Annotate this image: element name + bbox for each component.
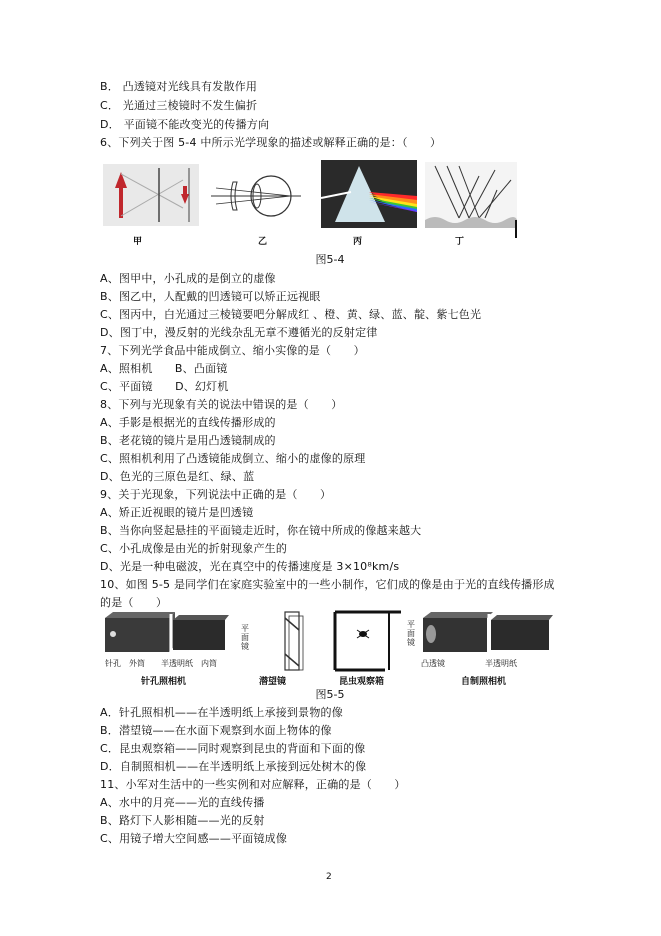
figure-label-bing: 丙 <box>353 237 363 247</box>
option-line: C、平面镜 D、幻灯机 <box>100 380 229 393</box>
figure-5-5-caption: 图5-5 <box>315 688 345 701</box>
option-line: D． 平面镜不能改变光的传播方向 <box>100 118 270 131</box>
option-line: B、当你向竖起悬挂的平面镜走近时，你在镜中所成的像越来越大 <box>100 524 422 537</box>
figure-label-yi: 乙 <box>258 237 268 247</box>
cam1-title: 针孔照相机 <box>141 677 187 687</box>
option-line: A、水中的月亮——光的直线传播 <box>100 796 265 809</box>
option-line: A、照相机 B、凸面镜 <box>100 362 228 375</box>
option-line: A、矫正近视眼的镜片是凹透镜 <box>100 506 254 519</box>
periscope-title: 潜望镜 <box>259 677 287 687</box>
insect-box-title: 昆虫观察箱 <box>339 677 385 687</box>
diffuse-reflection-diagram <box>425 162 517 228</box>
option-line: C、照相机利用了凸透镜能成倒立、缩小的虚像的原理 <box>100 452 366 465</box>
cam1-label-inner-tube: 内筒 <box>201 659 217 668</box>
option-line: D、色光的三原色是红、绿、蓝 <box>100 470 255 483</box>
option-line: D、图丁中，漫反射的光线杂乱无章不遵循光的反射定律 <box>100 326 378 339</box>
margin-mark <box>515 220 517 238</box>
question-10-cont: 的是（ ） <box>100 596 168 609</box>
option-line: A、手影是根据光的直线传播形成的 <box>100 416 276 429</box>
question-9: 9、关于光现象，下列说法中正确的是（ ） <box>100 488 332 501</box>
figure-5-5 <box>103 610 553 688</box>
figure-label-ding: 丁 <box>455 237 465 247</box>
option-line: B、老花镜的镜片是用凸透镜制成的 <box>100 434 276 447</box>
cam2-label-lens: 凸透镜 <box>421 659 445 668</box>
option-line: A．针孔照相机——在半透明纸上承接到景物的像 <box>100 706 343 719</box>
pinhole-camera-drawing <box>103 612 231 656</box>
option-line: B．潜望镜——在水面下观察到水面上物体的像 <box>100 724 332 737</box>
option-line: C、用镜子增大空间感——平面镜成像 <box>100 832 288 845</box>
option-line: C． 光通过三棱镜时不发生偏折 <box>100 99 258 112</box>
prism-diagram <box>321 160 417 228</box>
cam1-label-paper: 半透明纸 <box>161 659 193 668</box>
periscope-label: 平面镜 <box>241 624 249 651</box>
option-line: C、图丙中，白光通过三棱镜要吧分解成红 、橙、黄、绿、蓝、靛、紫七色光 <box>100 308 482 321</box>
figure-5-4 <box>103 160 523 248</box>
pinhole-diagram <box>103 164 199 226</box>
insect-box-label: 平面镜 <box>407 620 415 647</box>
option-line: C．昆虫观察箱——同时观察到昆虫的背面和下面的像 <box>100 742 366 755</box>
option-line: A、图甲中，小孔成的是倒立的虚像 <box>100 272 276 285</box>
option-line: B、图乙中，人配戴的凹透镜可以矫正远视眼 <box>100 290 321 303</box>
cam1-label-pinhole: 针孔 <box>105 659 121 668</box>
insect-box-drawing <box>331 610 405 672</box>
cam2-title: 自制照相机 <box>461 677 507 687</box>
page-number: 2 <box>326 872 332 882</box>
option-line: B、路灯下人影相随——光的反射 <box>100 814 265 827</box>
option-line: D．自制照相机——在半透明纸上承接到远处树木的像 <box>100 760 367 773</box>
figure-label-jia: 甲 <box>133 237 143 247</box>
option-line: D、光是一种电磁波，光在真空中的传播速度是 3×10⁸km/s <box>100 560 400 573</box>
option-line: B． 凸透镜对光线具有发散作用 <box>100 80 258 93</box>
cam2-label-paper: 半透明纸 <box>485 659 517 668</box>
question-10: 10、如图 5-5 是同学们在家庭实验室中的一些小制作，它们成的像是由于光的直线传播形成 <box>100 578 555 591</box>
eye-lens-diagram <box>211 168 303 224</box>
figure-5-4-caption: 图5-4 <box>315 253 345 266</box>
question-11: 11、小军对生活中的一些实例和对应解释，正确的是（ ） <box>100 778 406 791</box>
question-7: 7、下列光学食品中能成倒立、缩小实像的是（ ） <box>100 344 365 357</box>
periscope-drawing <box>257 610 317 672</box>
question-6: 6、下列关于图 5-4 中所示光学现象的描述或解释正确的是：（ ） <box>100 136 442 149</box>
question-8: 8、下列与光现象有关的说法中错误的是（ ） <box>100 398 343 411</box>
cam1-label-outer-tube: 外筒 <box>129 659 145 668</box>
homemade-camera-drawing <box>421 612 553 656</box>
option-line: C、小孔成像是由光的折射现象产生的 <box>100 542 288 555</box>
